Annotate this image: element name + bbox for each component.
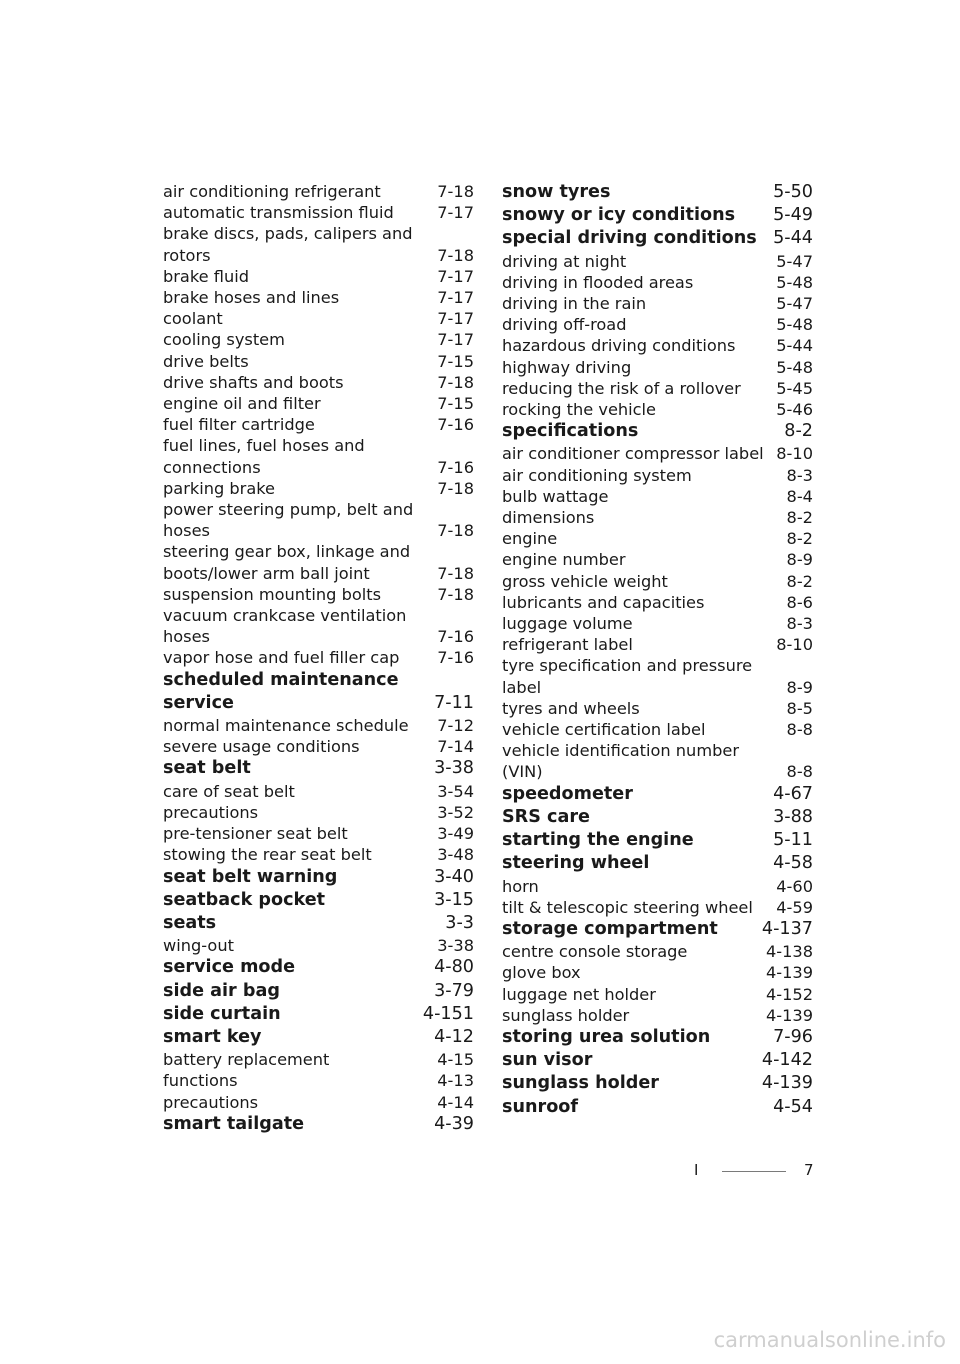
index-page-ref: 7-96 <box>773 1026 813 1047</box>
index-subentry <box>163 499 474 541</box>
index-term: severe usage conditions <box>163 737 360 757</box>
index-page-ref: 8-6 <box>786 592 813 612</box>
index-page-ref: 8-2 <box>784 421 813 442</box>
index-page-ref: 8-3 <box>786 465 813 485</box>
index-page-ref: 8-10 <box>776 444 813 464</box>
index-heading-entry <box>502 1049 813 1072</box>
index-page-ref: 4-60 <box>776 876 813 896</box>
index-subentry <box>502 740 813 782</box>
index-page-ref: 3-54 <box>437 781 474 801</box>
index-term: fuel filter cartridge <box>163 415 315 435</box>
index-term: side air bag <box>163 980 280 1001</box>
index-subentry <box>163 181 474 202</box>
index-subentry <box>163 1070 474 1091</box>
index-term: tyre specification and pressure label <box>502 656 753 697</box>
index-page-ref: 4-13 <box>437 1071 474 1091</box>
index-page-ref: 4-137 <box>761 918 813 939</box>
index-heading-entry <box>163 757 474 780</box>
index-term: bulb wattage <box>502 486 609 506</box>
index-term: battery replacement <box>163 1050 330 1070</box>
index-subentry <box>163 351 474 372</box>
index-term: stowing the rear seat belt <box>163 845 372 865</box>
index-subentry <box>163 372 474 393</box>
index-page-ref: 7-17 <box>437 288 474 308</box>
index-term: driving in flooded areas <box>502 272 694 292</box>
index-page-ref: 7-18 <box>437 563 474 583</box>
index-subentry <box>163 393 474 414</box>
index-page-ref: 7-16 <box>437 627 474 647</box>
index-heading-entry <box>502 420 813 443</box>
index-term: gross vehicle weight <box>502 571 668 591</box>
index-page-ref: 8-2 <box>786 508 813 528</box>
index-page-ref: 8-8 <box>786 762 813 782</box>
index-term: storing urea solution <box>502 1026 711 1047</box>
index-page-ref: 5-48 <box>776 315 813 335</box>
index-page-ref: 5-45 <box>776 378 813 398</box>
index-term: air conditioning refrigerant <box>163 182 381 201</box>
index-term: parking brake <box>163 478 276 498</box>
index-page-ref: 4-15 <box>437 1050 474 1070</box>
index-subentry <box>163 647 474 668</box>
index-page-ref: 7-16 <box>437 415 474 435</box>
index-page-ref: 3-48 <box>437 845 474 865</box>
index-page-ref: 5-48 <box>776 272 813 292</box>
index-subentry <box>502 528 813 549</box>
index-page-ref: 3-88 <box>773 806 813 827</box>
index-term: glove box <box>502 963 581 983</box>
index-term: functions <box>163 1071 238 1091</box>
index-page-ref: 4-152 <box>765 984 813 1004</box>
index-page-ref: 5-46 <box>776 400 813 420</box>
index-term: starting the engine <box>502 830 694 851</box>
index-term: pre-tensioner seat belt <box>163 824 348 844</box>
index-term: SRS care <box>502 806 590 827</box>
index-term: steering gear box, linkage and boots/lower arm ball joint <box>163 542 411 583</box>
index-column-left <box>163 181 474 1136</box>
index-term: highway driving <box>502 357 632 377</box>
index-term: fuel lines, fuel hoses and connections <box>163 436 365 477</box>
index-term: coolant <box>163 309 223 329</box>
index-term: rocking the vehicle <box>502 400 657 420</box>
index-heading-entry <box>502 204 813 227</box>
index-subentry <box>163 308 474 329</box>
index-page-ref: 5-47 <box>776 294 813 314</box>
index-subentry <box>163 223 474 265</box>
index-subentry <box>502 984 813 1005</box>
index-page-ref: 4-54 <box>773 1096 813 1117</box>
index-term: driving in the rain <box>502 294 647 314</box>
index-page-ref: 4-39 <box>434 1113 474 1134</box>
index-term: lubricants and capacities <box>502 592 705 612</box>
index-page-ref: 3-38 <box>434 758 474 779</box>
index-term: engine <box>502 529 558 549</box>
index-page-ref: 4-139 <box>765 963 813 983</box>
index-term: precautions <box>163 802 259 822</box>
index-page-ref: 3-3 <box>445 912 474 933</box>
index-heading-entry <box>163 866 474 889</box>
index-term: brake fluid <box>163 266 249 286</box>
index-heading-entry <box>163 669 474 715</box>
index-term: side curtain <box>163 1003 281 1024</box>
index-term: sunroof <box>502 1096 579 1117</box>
index-term: hazardous driving conditions <box>502 336 736 356</box>
index-page-ref: 8-3 <box>786 614 813 634</box>
index-page-ref: 7-15 <box>437 351 474 371</box>
index-subentry <box>163 329 474 350</box>
index-term: special driving conditions <box>502 228 757 249</box>
index-subentry <box>163 1049 474 1070</box>
index-subentry <box>163 823 474 844</box>
index-page-ref: 7-14 <box>437 737 474 757</box>
index-subentry <box>502 314 813 335</box>
index-page-ref: 8-2 <box>786 529 813 549</box>
index-heading-entry <box>163 912 474 935</box>
index-subentry <box>502 1005 813 1026</box>
index-page-ref: 4-59 <box>776 897 813 917</box>
index-term: driving at night <box>502 251 627 271</box>
index-subentry <box>502 272 813 293</box>
index-term: normal maintenance schedule <box>163 716 409 736</box>
index-term: luggage volume <box>502 614 633 634</box>
index-term: air conditioner compressor label <box>502 444 764 464</box>
index-term: precautions <box>163 1092 259 1112</box>
index-subentry <box>502 592 813 613</box>
index-term: vehicle identification number (VIN) <box>502 741 739 782</box>
index-term: service mode <box>163 957 296 978</box>
index-term: tilt & telescopic steering wheel <box>502 897 753 917</box>
index-heading-entry <box>502 806 813 829</box>
index-term: brake discs, pads, calipers and rotors <box>163 224 413 265</box>
index-subentry <box>163 435 474 477</box>
watermark: carmanualsonline.info <box>713 1328 946 1352</box>
index-subentry <box>163 935 474 956</box>
index-page-ref: 7-18 <box>437 478 474 498</box>
index-subentry <box>502 719 813 740</box>
index-subentry <box>502 876 813 897</box>
index-column-right <box>502 181 813 1119</box>
index-term: air conditioning system <box>502 465 692 485</box>
index-subentry <box>163 584 474 605</box>
index-page-ref: 4-151 <box>422 1003 474 1024</box>
index-subentry <box>502 962 813 983</box>
index-heading-entry <box>163 980 474 1003</box>
index-heading-entry <box>502 783 813 806</box>
index-page-ref: 3-15 <box>434 889 474 910</box>
index-page-ref: 4-138 <box>765 942 813 962</box>
index-heading-entry <box>502 1096 813 1119</box>
index-heading-entry <box>502 1026 813 1049</box>
index-page-ref: 8-10 <box>776 635 813 655</box>
index-page-ref: 8-9 <box>786 677 813 697</box>
index-term: vehicle certification label <box>502 720 706 740</box>
index-term: drive shafts and boots <box>163 372 344 392</box>
index-term: automatic transmission fluid <box>163 203 394 223</box>
index-page-ref: 3-52 <box>437 802 474 822</box>
index-subentry <box>502 549 813 570</box>
index-term: power steering pump, belt and hoses <box>163 500 414 541</box>
index-subentry <box>163 844 474 865</box>
index-subentry <box>502 655 813 697</box>
index-term: vacuum crankcase ventilation hoses <box>163 606 407 647</box>
index-page-ref: 7-18 <box>437 584 474 604</box>
index-page-ref: 3-49 <box>437 824 474 844</box>
index-subentry <box>502 613 813 634</box>
index-subentry <box>163 781 474 802</box>
index-page-ref: 7-17 <box>437 203 474 223</box>
index-page-ref: 7-18 <box>437 182 474 201</box>
index-subentry <box>502 897 813 918</box>
index-page-ref: 3-40 <box>434 866 474 887</box>
index-subentry <box>163 715 474 736</box>
index-heading-entry <box>163 1026 474 1049</box>
index-term: snowy or icy conditions <box>502 205 736 226</box>
index-page-ref: 3-38 <box>437 936 474 956</box>
index-term: centre console storage <box>502 942 688 962</box>
index-heading-entry <box>163 889 474 912</box>
index-term: engine number <box>502 550 626 570</box>
index-page-ref: 8-9 <box>786 550 813 570</box>
index-subentry <box>502 335 813 356</box>
index-page-ref: 4-139 <box>765 1005 813 1025</box>
index-term: cooling system <box>163 330 285 350</box>
footer-section-letter: I <box>694 1161 699 1179</box>
index-subentry <box>502 399 813 420</box>
index-page-ref: 5-48 <box>776 357 813 377</box>
index-subentry <box>163 287 474 308</box>
index-term: seat belt <box>163 758 251 779</box>
index-subentry <box>502 293 813 314</box>
index-heading-entry <box>502 918 813 941</box>
index-page-ref: 4-67 <box>773 783 813 804</box>
index-page-ref: 7-18 <box>437 245 474 265</box>
index-term: drive belts <box>163 351 249 371</box>
index-subentry <box>163 478 474 499</box>
index-subentry <box>163 202 474 223</box>
index-page-ref: 5-44 <box>776 336 813 356</box>
index-subentry <box>163 541 474 583</box>
index-subentry <box>502 698 813 719</box>
index-subentry <box>502 443 813 464</box>
index-page-ref: 5-49 <box>773 205 813 226</box>
index-page-ref: 4-80 <box>434 957 474 978</box>
index-heading-entry <box>163 956 474 979</box>
index-term: reducing the risk of a rollover <box>502 378 741 398</box>
index-subentry <box>163 414 474 435</box>
index-subentry <box>163 266 474 287</box>
index-heading-entry <box>502 181 813 204</box>
index-page-ref: 7-18 <box>437 372 474 392</box>
index-heading-entry <box>502 852 813 875</box>
index-term: smart tailgate <box>163 1113 305 1134</box>
index-page-ref: 5-50 <box>773 182 813 202</box>
index-term: care of seat belt <box>163 781 295 801</box>
index-page-ref: 7-17 <box>437 266 474 286</box>
index-term: engine oil and filter <box>163 394 321 414</box>
index-page-ref: 5-44 <box>773 228 813 249</box>
index-page-ref: 7-12 <box>437 716 474 736</box>
index-term: refrigerant label <box>502 635 633 655</box>
index-term: wing-out <box>163 936 234 956</box>
index-heading-entry <box>502 227 813 250</box>
index-page-ref: 8-8 <box>786 720 813 740</box>
index-term: seatback pocket <box>163 889 326 910</box>
index-heading-entry <box>502 1072 813 1095</box>
index-subentry <box>163 802 474 823</box>
index-term: tyres and wheels <box>502 698 640 718</box>
index-term: specifications <box>502 421 639 442</box>
index-term: sunglass holder <box>502 1073 659 1094</box>
index-page-ref: 7-15 <box>437 394 474 414</box>
index-term: luggage net holder <box>502 984 656 1004</box>
index-subentry <box>502 378 813 399</box>
index-term: dimensions <box>502 508 595 528</box>
index-subentry <box>502 465 813 486</box>
index-page-ref: 8-4 <box>786 486 813 506</box>
index-term: scheduled maintenance service <box>163 669 399 713</box>
index-term: suspension mounting bolts <box>163 584 382 604</box>
index-page-ref: 4-14 <box>437 1092 474 1112</box>
index-subentry <box>502 357 813 378</box>
index-subentry <box>163 736 474 757</box>
index-page-ref: 4-12 <box>434 1026 474 1047</box>
index-term: brake hoses and lines <box>163 288 340 308</box>
index-term: smart key <box>163 1026 262 1047</box>
index-term: speedometer <box>502 783 633 804</box>
footer-page-number: 7 <box>804 1161 814 1179</box>
index-subentry <box>502 486 813 507</box>
index-term: seats <box>163 912 217 933</box>
index-page-ref: 7-16 <box>437 457 474 477</box>
index-term: driving off-road <box>502 315 627 335</box>
index-term: sun visor <box>502 1050 593 1071</box>
index-heading-entry <box>502 829 813 852</box>
index-subentry <box>163 605 474 647</box>
index-heading-entry <box>163 1003 474 1026</box>
index-term: horn <box>502 876 539 896</box>
index-page-ref: 7-17 <box>437 330 474 350</box>
index-term: seat belt warning <box>163 866 338 887</box>
index-subentry <box>502 507 813 528</box>
index-heading-entry <box>163 1113 474 1136</box>
index-page-ref: 7-17 <box>437 309 474 329</box>
index-subentry <box>502 251 813 272</box>
footer-divider <box>722 1171 786 1172</box>
index-term: sunglass holder <box>502 1005 630 1025</box>
index-page-ref: 5-11 <box>773 830 813 851</box>
index-page-ref: 4-142 <box>761 1050 813 1071</box>
index-page-ref: 4-139 <box>761 1073 813 1094</box>
index-term: storage compartment <box>502 918 718 939</box>
index-subentry <box>502 571 813 592</box>
index-term: steering wheel <box>502 853 650 874</box>
index-subentry <box>502 941 813 962</box>
index-page-ref: 8-5 <box>786 698 813 718</box>
index-page-ref: 5-47 <box>776 251 813 271</box>
index-term: vapor hose and fuel filler cap <box>163 648 400 668</box>
index-subentry <box>163 1092 474 1113</box>
index-page-ref: 7-18 <box>437 521 474 541</box>
index-page-ref: 8-2 <box>786 571 813 591</box>
index-page-ref: 7-16 <box>437 648 474 668</box>
index-term: snow tyres <box>502 182 611 202</box>
index-subentry <box>502 634 813 655</box>
index-page-ref: 7-11 <box>434 692 474 713</box>
index-page-ref: 3-79 <box>434 980 474 1001</box>
index-page-ref: 4-58 <box>773 853 813 874</box>
